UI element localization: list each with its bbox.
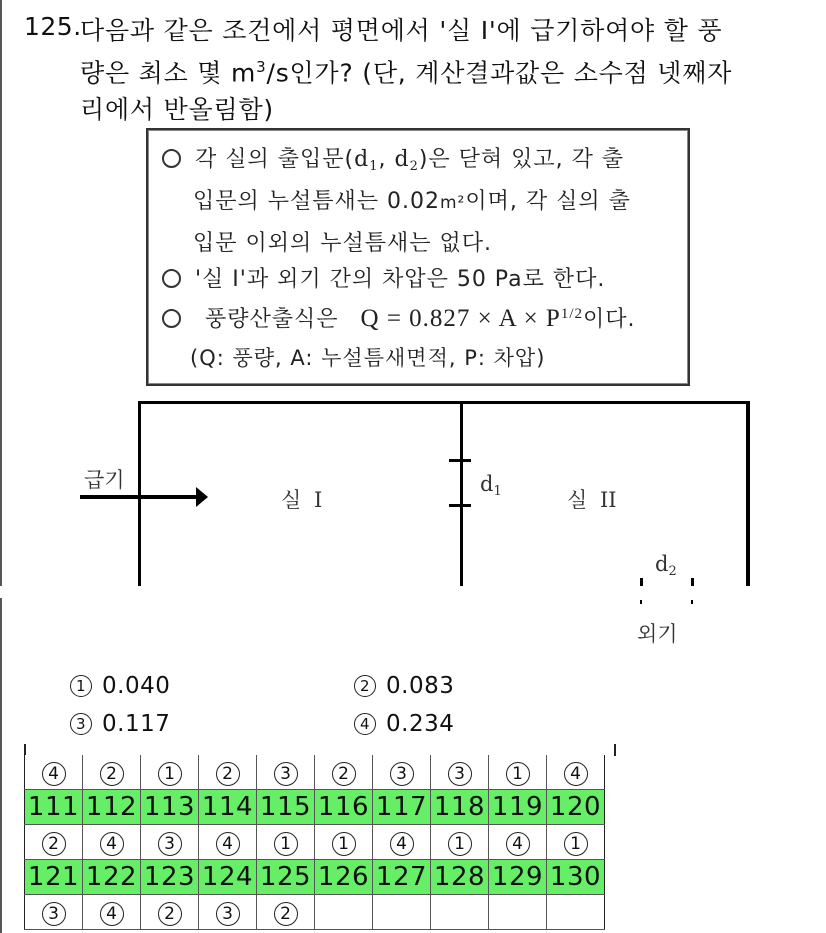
- choice-marker: 3: [70, 713, 92, 735]
- outside-label: 외기: [637, 622, 678, 646]
- condition-text: 풍량산출식은: [205, 307, 339, 332]
- wall-right: [746, 401, 750, 586]
- answer-marker: 2: [100, 762, 124, 786]
- answer-cell: [489, 895, 547, 930]
- answer-cell: [315, 825, 373, 860]
- answer-cell: [257, 895, 315, 930]
- wall-middle: [460, 401, 463, 586]
- circle-bullet-icon: [162, 309, 181, 328]
- circle-bullet-icon: [162, 269, 181, 288]
- answer-row: [25, 755, 605, 790]
- question-line: [80, 49, 800, 91]
- subscript: 1: [493, 484, 502, 499]
- answer-marker: 1: [564, 832, 588, 856]
- floor-plan-diagram: [0, 390, 826, 590]
- answer-cell: [547, 755, 605, 790]
- answer-cell: [315, 755, 373, 790]
- condition-3: [162, 302, 636, 333]
- answer-marker: 3: [274, 762, 298, 786]
- question-number-cell: 128: [431, 860, 489, 895]
- answer-marker: 2: [158, 902, 182, 926]
- door-symbol: d: [394, 147, 410, 172]
- door-d2-mark: [640, 600, 642, 604]
- answer-marker: 1: [274, 832, 298, 856]
- question-number-cell: 129: [489, 860, 547, 895]
- choice-marker: 2: [354, 675, 376, 697]
- room-2-label: [567, 484, 617, 514]
- question-line: 다음과 같은 조건에서 평면에서 '실 I'에 급기하여야 할 풍: [80, 16, 723, 45]
- choice-value: 0.234: [386, 711, 455, 737]
- question-number-cell: 117: [373, 790, 431, 825]
- room-label-text: 실: [567, 488, 588, 512]
- condition-text: 각 실의 출입문(: [195, 147, 355, 172]
- answer-cell: [141, 755, 199, 790]
- answer-cell: [489, 825, 547, 860]
- question-number-row: [25, 790, 605, 825]
- door-symbol: d: [480, 472, 494, 496]
- door-symbol: d: [655, 552, 669, 576]
- answer-cell: [431, 755, 489, 790]
- answer-cell: [257, 755, 315, 790]
- unit: m²: [440, 193, 466, 213]
- subscript: 1: [369, 159, 379, 174]
- answer-cell: [141, 825, 199, 860]
- supply-arrow-shaft: [80, 495, 202, 499]
- question-number-cell: 130: [547, 860, 605, 895]
- door-d2-label: [655, 552, 677, 579]
- answer-cell: [83, 755, 141, 790]
- supply-label: 급기: [84, 468, 125, 492]
- roman-numeral: II: [599, 488, 617, 512]
- choice-2[interactable]: [354, 673, 454, 699]
- answer-cell: [141, 895, 199, 930]
- question-number-cell: 116: [315, 790, 373, 825]
- answer-cell: [547, 825, 605, 860]
- door-d2-mark: [691, 578, 694, 586]
- answer-marker: 2: [216, 762, 240, 786]
- condition-1-cont: [193, 184, 631, 215]
- answer-marker: 4: [100, 832, 124, 856]
- room-label-text: 실: [281, 488, 302, 512]
- roman-numeral: I: [313, 488, 323, 512]
- formula-legend: (Q: 풍량, A: 누설틈새면적, P: 차압): [190, 346, 546, 370]
- answer-marker: 4: [506, 832, 530, 856]
- question-number-cell: 124: [199, 860, 257, 895]
- answer-marker: 3: [42, 902, 66, 926]
- question-number-cell: 112: [83, 790, 141, 825]
- answer-cell: [373, 825, 431, 860]
- question-number-cell: 118: [431, 790, 489, 825]
- answer-marker: 1: [158, 762, 182, 786]
- answer-row: [25, 825, 605, 860]
- question-number-row: [25, 860, 605, 895]
- superscript: 3: [256, 58, 267, 76]
- answer-row: [25, 895, 605, 930]
- answer-marker: 2: [332, 762, 356, 786]
- answer-marker: 2: [42, 832, 66, 856]
- question-number-cell: 125: [257, 860, 315, 895]
- choice-4[interactable]: [354, 711, 454, 737]
- answer-cell: [199, 755, 257, 790]
- subscript: 2: [668, 564, 677, 579]
- answer-marker: 4: [390, 832, 414, 856]
- table-border: [614, 744, 616, 756]
- answer-cell: [25, 895, 83, 930]
- circle-bullet-icon: [162, 149, 181, 168]
- choice-value: 0.040: [102, 673, 171, 699]
- question-number-cell: 120: [547, 790, 605, 825]
- arrow-right-icon: [196, 487, 208, 507]
- condition-text: '실 I'과 외기 간의 차압은 50 Pa로 한다.: [195, 267, 606, 292]
- answer-cell: [199, 895, 257, 930]
- answer-cell: [83, 895, 141, 930]
- door-d2-mark: [640, 578, 643, 586]
- answer-marker: 3: [390, 762, 414, 786]
- wall-top: [138, 401, 750, 404]
- separator: ,: [378, 147, 395, 172]
- exponent: 1/2: [560, 306, 583, 322]
- answer-cell: [373, 755, 431, 790]
- answer-cell: [315, 895, 373, 930]
- answer-cell: [199, 825, 257, 860]
- answer-marker: 1: [448, 832, 472, 856]
- question-number-cell: 122: [83, 860, 141, 895]
- question-text: [80, 12, 800, 128]
- question-line-text: 량은 최소 몇 m: [80, 58, 257, 88]
- answer-marker: 3: [448, 762, 472, 786]
- condition-1: [162, 142, 624, 174]
- question-line-text: /s인가? (단, 계산결과값은 소수점 넷째자: [266, 58, 733, 88]
- answer-marker: 2: [274, 902, 298, 926]
- question-line: 리에서 반올림함): [80, 95, 274, 125]
- answer-marker: 3: [158, 832, 182, 856]
- door-symbol: d: [354, 147, 370, 172]
- answer-marker: 3: [216, 902, 240, 926]
- choice-marker: 4: [354, 713, 376, 735]
- answer-marker: 1: [332, 832, 356, 856]
- subscript: 2: [409, 159, 419, 174]
- question-number: 125.: [24, 12, 82, 41]
- condition-text: )은 닫혀 있고, 각 출: [418, 147, 625, 172]
- conditions-box: [146, 128, 690, 386]
- door-d1-label: [480, 472, 502, 499]
- condition-text: 입문의 누설틈새는 0.02: [193, 189, 440, 214]
- answer-marker: 4: [564, 762, 588, 786]
- answer-cell: [257, 825, 315, 860]
- condition-text: 이다.: [583, 307, 636, 332]
- answer-marker: 4: [216, 832, 240, 856]
- answer-cell: [489, 755, 547, 790]
- answer-table: [24, 755, 605, 930]
- answer-cell: [431, 895, 489, 930]
- formula: Q = 0.827 × A × P: [360, 305, 561, 332]
- choice-1[interactable]: [70, 673, 170, 699]
- answer-cell: [373, 895, 431, 930]
- answer-cell: [25, 825, 83, 860]
- door-d2-mark: [691, 600, 693, 604]
- question-number-cell: 121: [25, 860, 83, 895]
- choice-3[interactable]: [70, 711, 170, 737]
- answer-marker: 4: [42, 762, 66, 786]
- question-number-cell: 127: [373, 860, 431, 895]
- choice-marker: 1: [70, 675, 92, 697]
- choice-value: 0.083: [386, 673, 455, 699]
- question-number-cell: 114: [199, 790, 257, 825]
- door-d1-mark: [449, 459, 471, 462]
- answer-marker: 4: [100, 902, 124, 926]
- image-gap: [0, 586, 826, 598]
- question-number-cell: 113: [141, 790, 199, 825]
- room-1-label: [281, 484, 322, 514]
- question-number-cell: 126: [315, 860, 373, 895]
- door-d1-mark: [449, 504, 471, 507]
- answer-cell: [83, 825, 141, 860]
- answer-cell: [431, 825, 489, 860]
- wall-left: [138, 401, 141, 586]
- answer-marker: 1: [506, 762, 530, 786]
- page-border: [0, 598, 2, 933]
- question-number-cell: 123: [141, 860, 199, 895]
- condition-2: [162, 262, 605, 293]
- question-number-cell: 111: [25, 790, 83, 825]
- condition-text: 이며, 각 실의 출: [465, 189, 631, 214]
- question-number-cell: 119: [489, 790, 547, 825]
- choice-value: 0.117: [102, 711, 171, 737]
- answer-cell: [547, 895, 605, 930]
- question-number-cell: 115: [257, 790, 315, 825]
- condition-1-cont: 입문 이외의 누설틈새는 없다.: [193, 231, 492, 256]
- answer-cell: [25, 755, 83, 790]
